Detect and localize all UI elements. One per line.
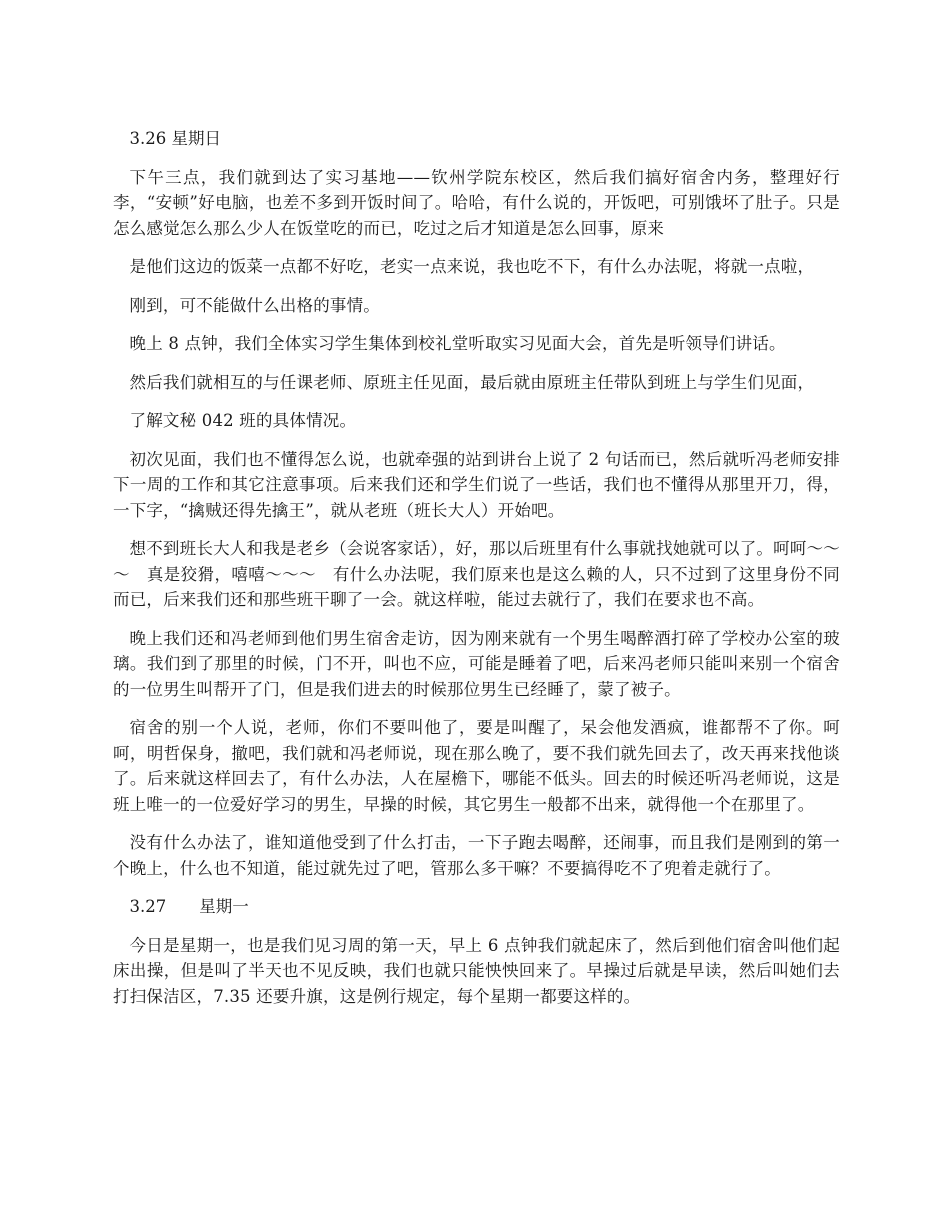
paragraph: 宿舍的别一个人说，老师，你们不要叫他了，要是叫醒了，呆会他发酒疯，谁都帮不了你。呵呵，明哲保身，撤吧，我们就和冯老师说，现在那么晚了，要不我们就先回去了，改天再来找他谈了。后来就这样回去了，有什么办法，人在屋檐下，哪能不低头。回去的时候还听冯老师说，这是班上唯一的一位爱好学习的男生，早操的时候，其它男生一般都不出来，就得他一个在那里了。 [113, 718, 840, 814]
paragraph: 了解文秘 042 班的具体情况。 [129, 411, 357, 430]
date-heading-3-26: 3.26 星期日 [129, 129, 221, 148]
paragraph: 今日是星期一，也是我们见习周的第一天，早上 6 点钟我们就起床了，然后到他们宿舍叫他们起床出操，但是叫了半天也不见反映，我们也就只能怏怏回来了。早操过后就是早读，然后叫她们去打扫保洁区，7.35 还要升旗，这是例行规定，每个星期一都要这样的。 [113, 935, 840, 1006]
paragraph: 晚上我们还和冯老师到他们男生宿舍走访，因为刚来就有一个男生喝醉酒打碎了学校办公室的玻璃。我们到了那里的时候，门不开，叫也不应，可能是睡着了吧，后来冯老师只能叫来别一个宿舍的一位男生叫帮开了门，但是我们进去的时候那位男生已经睡了，蒙了被子。 [113, 628, 840, 699]
paragraph: 是他们这边的饭菜一点都不好吃，老实一点来说，我也吃不下，有什么办法呢，将就一点啦， [129, 257, 815, 276]
paragraph: 没有什么办法了，谁知道他受到了什么打击，一下子跑去喝醉，还闹事，而且我们是刚到的第一个晚上，什么也不知道，能过就先过了吧，管那么多干嘛？不要搞得吃不了兜着走就行了。 [113, 833, 840, 878]
paragraph: 想不到班长大人和我是老乡（会说客家话），好，那以后班里有什么事就找她就可以了。呵呵～～～ 真是狡猾，嘻嘻～～～ 有什么办法呢，我们原来也是这么赖的人，只不过到了这里身份不同而已，后来我们还和那些班干聊了一会。就这样啦，能过去就行了，我们在要求也不高。 [113, 539, 840, 609]
paragraph: 晚上 8 点钟，我们全体实习学生集体到校礼堂听取实习见面大会，首先是听领导们讲话。 [129, 334, 786, 353]
paragraph: 刚到，可不能做什么出格的事情。 [129, 295, 380, 315]
paragraph: 下午三点，我们就到达了实习基地——钦州学院东校区，然后我们搞好宿舍内务，整理好行李，“安顿”好电脑，也差不多到开饭时间了。哈哈，有什么说的，开饭吧，可别饿坏了肚子。只是怎么感觉怎么那么少人在饭堂吃的而已，吃过之后才知道是怎么回事，原来 [113, 167, 840, 238]
document-page [113, 126, 840, 1022]
date-heading-3-27: 3.27 星期一 [129, 897, 249, 916]
paragraph: 然后我们就相互的与任课老师、原班主任见面，最后就由原班主任带队到班上与学生们见面， [129, 372, 815, 392]
paragraph: 初次见面，我们也不懂得怎么说，也就牵强的站到讲台上说了 2 句话而已，然后就听冯老师安排下一周的工作和其它注意事项。后来我们还和学生们说了一些话，我们也不懂得从那里开刀，得，一下字，“擒贼还得先擒王”，就从老班（班长大人）开始吧。 [113, 449, 840, 520]
